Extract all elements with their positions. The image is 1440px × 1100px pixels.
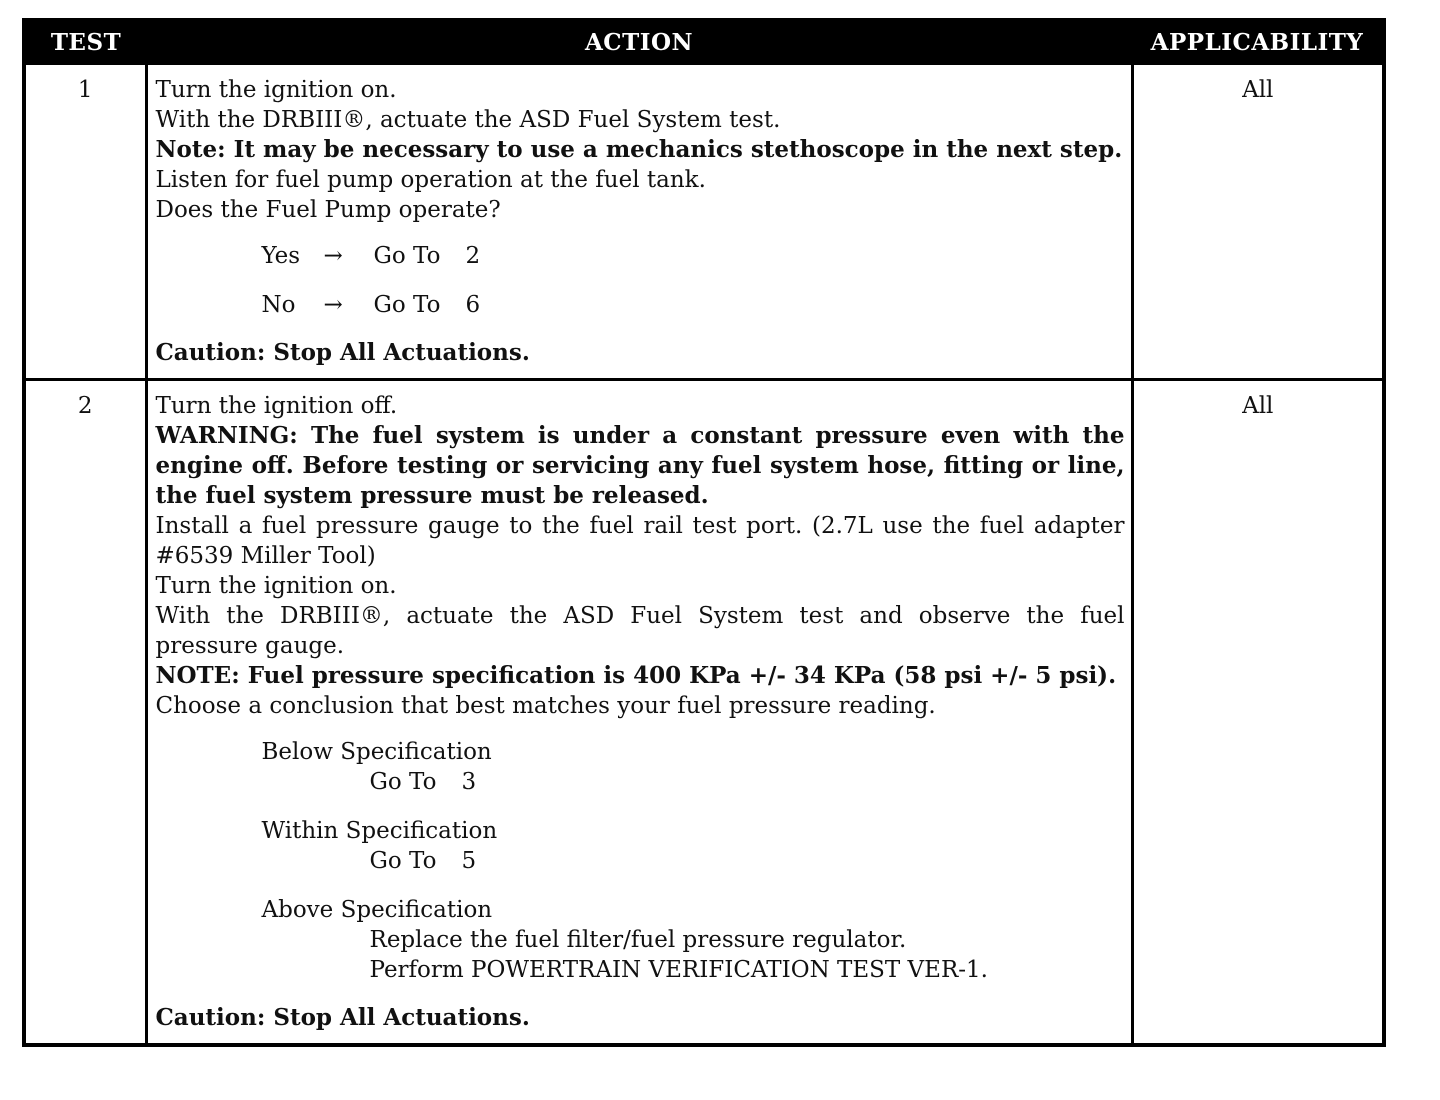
header-row (24, 20, 1384, 64)
action-step: Turn the ignition off. (155, 393, 398, 419)
diagnostic-test-table (22, 18, 1386, 1047)
outcome-within-spec (262, 816, 1125, 876)
action-cell (146, 380, 1132, 1046)
choice-answer: No (261, 292, 296, 318)
outcome-list (262, 737, 1125, 985)
choice-answer: Yes (261, 243, 301, 269)
choice-no (262, 290, 1125, 320)
outcome-above-spec (262, 895, 1125, 985)
outcome-below-spec (262, 737, 1125, 797)
choice-yes (262, 241, 1125, 271)
question-text: Choose a conclusion that best matches your fuel pressure reading. (155, 693, 936, 719)
header-applicability: APPLICABILITY (1132, 20, 1384, 64)
goto-target: 6 (465, 292, 481, 318)
goto-label: Go To (369, 848, 437, 874)
goto-target: 3 (461, 769, 477, 795)
goto-target: 2 (465, 243, 481, 269)
test-row-1 (24, 64, 1384, 380)
outcome-step: Perform POWERTRAIN VERIFICATION TEST VER-1. (369, 957, 988, 983)
action-step: With the DRBIII®, actuate the ASD Fuel System test. (155, 107, 781, 133)
test-number: 1 (24, 64, 146, 380)
outcome-label: Above Specification (261, 897, 493, 923)
action-step: Turn the ignition on. (155, 77, 397, 103)
note-text: NOTE: Fuel pressure specification is 400 KPa +/- 34 KPa (58 psi +/- 5 psi). (155, 662, 1117, 689)
applicability-value: All (1132, 64, 1384, 380)
goto-label: Go To (373, 292, 441, 318)
test-number: 2 (24, 380, 146, 1046)
goto-target: 5 (461, 848, 477, 874)
header-action: ACTION (146, 20, 1132, 64)
outcome-step: Replace the fuel filter/fuel pressure regulator. (369, 927, 907, 953)
test-row-2 (24, 380, 1384, 1046)
outcome-label: Within Specification (261, 818, 498, 844)
outcome-label: Below Specification (261, 739, 492, 765)
header-test: TEST (24, 20, 146, 64)
action-step: Turn the ignition on. (155, 573, 397, 599)
action-cell (146, 64, 1132, 380)
goto-label: Go To (369, 769, 437, 795)
caution-text: Caution: Stop All Actuations. (155, 339, 530, 366)
goto-label: Go To (373, 243, 441, 269)
question-text: Does the Fuel Pump operate? (155, 197, 501, 223)
choice-list (262, 241, 1125, 320)
arrow-right-icon: → (323, 243, 343, 269)
warning-text: WARNING: The fuel system is under a constant pressure even with the engine off. Before testing or servicing any fuel system hose, fitting or line, the fuel system pressure must be released. (155, 422, 1125, 509)
caution-text: Caution: Stop All Actuations. (155, 1004, 530, 1031)
action-step: Listen for fuel pump operation at the fuel tank. (155, 167, 706, 193)
note-text: Note: It may be necessary to use a mechanics stethoscope in the next step. (155, 136, 1123, 163)
applicability-value: All (1132, 380, 1384, 1046)
action-step: Install a fuel pressure gauge to the fuel rail test port. (2.7L use the fuel adapter #6539 Miller Tool) (155, 513, 1125, 569)
arrow-right-icon: → (323, 292, 343, 318)
action-step: With the DRBIII®, actuate the ASD Fuel System test and observe the fuel pressure gauge. (155, 603, 1125, 659)
